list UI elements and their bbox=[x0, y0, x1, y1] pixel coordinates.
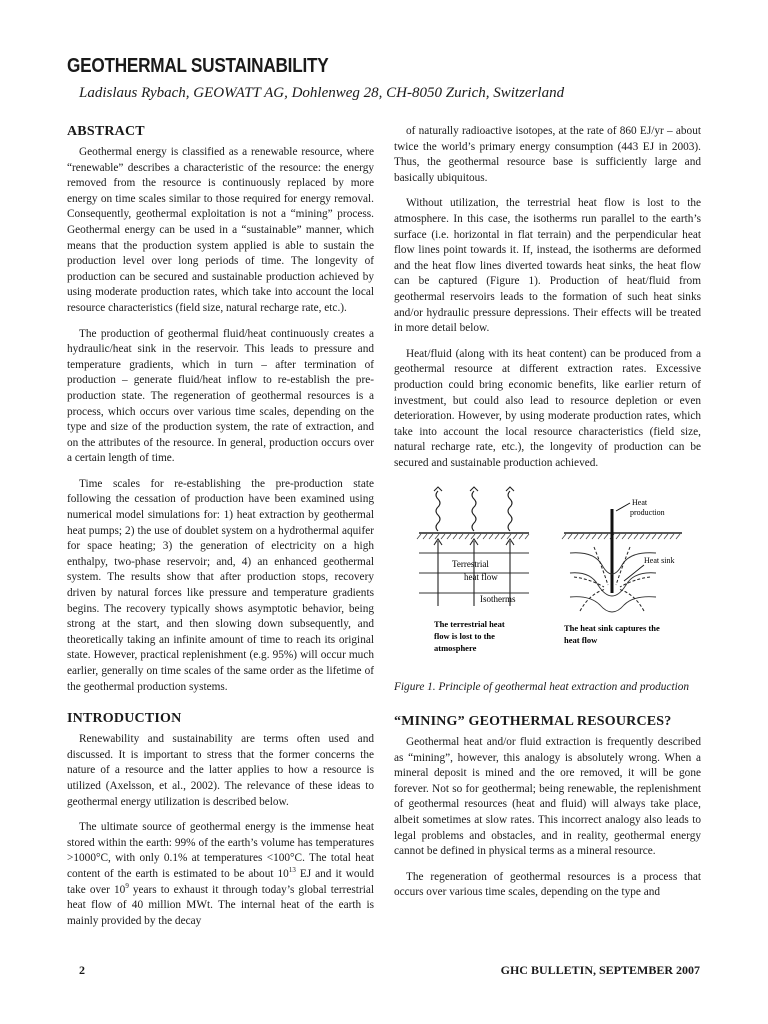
label-heat-flow: heat flow bbox=[464, 572, 498, 583]
left-caption-line-1: The terrestrial heat bbox=[434, 619, 505, 630]
continued-paragraph-1: of naturally radioactive isotopes, at the rate of 860 EJ/yr – about twice the world’s primary energy consumption (443 EJ in 2003). Thus, the geothermal resource base is sufficiently large and basically ubiquitous. bbox=[394, 125, 701, 184]
label-heat-sink: Heat sink bbox=[644, 556, 675, 566]
heat-extraction-diagram bbox=[394, 481, 699, 669]
left-heat-waves bbox=[434, 487, 514, 531]
label-production: production bbox=[630, 508, 665, 518]
introduction-heading: INTRODUCTION bbox=[67, 711, 182, 727]
continued-paragraph-2: Without utilization, the terrestrial heat flow is lost to the atmosphere. In this case, the isotherms run parallel to the earth’s surface (i.e. horizontal in flat terrain) and the perpendicular heat flow lines point towards it. If, instead, the isotherms are deformed and the heat flow lines diverted towards heat sinks, the heat flow can be captured (Figure 1). Production of heat/fluid from geothermal reservoirs leads to the formation of such heat sinks and/or hydraulic pressure depressions. Their effects will be treated in more detail below. bbox=[394, 197, 701, 335]
abstract-paragraph-3: Time scales for re-establishing the pre-production state following the cessation of production have been examined using numerical model simulations for: 1) heat extraction by geothermal heat pumps; 2) the use of doublet system on a hydrothermal aquifer for space heating; 3) the generation of electricity on a high enthalpy, two-phase reservoir; and, 4) an enhanced geothermal system. The results show that after production stops, recovery driven by natural forces like pressure and temperature gradients begins. The recovery typically shows asymptotic behavior, being strong at the start, and then slowing down subsequently, and theoretically taking an infinite amount of time to reach its original state. However, practical replenishment (e.g. 95%) will occur much earlier, generally on time scales of the same order as the lifetime of the geothermal production systems. bbox=[67, 477, 374, 693]
label-terrestrial: Terrestrial bbox=[452, 559, 489, 570]
mining-heading: “MINING” GEOTHERMAL RESOURCES? bbox=[394, 714, 672, 730]
abstract-heading: ABSTRACT bbox=[67, 124, 145, 139]
journal-footer: GHC BULLETIN, SEPTEMBER 2007 bbox=[500, 963, 700, 977]
left-caption-line-2: flow is lost to the bbox=[434, 631, 495, 642]
exponent-13: 13 bbox=[288, 866, 296, 875]
right-ground-surface bbox=[562, 533, 682, 539]
production-pointer bbox=[616, 503, 630, 511]
mining-paragraph-2: The regeneration of geothermal resources is a process that occurs over various time scales, depending on the type and bbox=[394, 870, 701, 899]
page-number: 2 bbox=[79, 963, 85, 977]
left-ground-surface bbox=[417, 533, 529, 539]
continued-paragraph-3: Heat/fluid (along with its heat content) can be produced from a geothermal resource at different extraction rates. Excessive production could bring economic benefits, like earlier return of investment, but could also lead to resource depletion or even deterioration. However, by using moderate production rates, which take into account the local resource characteristics (field size, natural recharge rate, etc.), the longevity of production can be secured and sustainable production achieved. bbox=[394, 347, 701, 469]
author-affiliation: Ladislaus Rybach, GEOWATT AG, Dohlenweg 28, CH-8050 Zurich, Switzerland bbox=[79, 85, 565, 101]
figure-caption: Figure 1. Principle of geothermal heat extraction and production bbox=[394, 681, 690, 694]
right-caption-line-2: heat flow bbox=[564, 635, 598, 646]
article-title: GEOTHERMAL SUSTAINABILITY bbox=[67, 55, 329, 77]
intro-text-a: The ultimate source of geothermal energy is the immense heat stored within the earth: 99% of the earth’s volume has temperatures >1000°C, with only 0.1% at temperatures <100°C. The total heat content of the earth is estimated to be about 10 bbox=[67, 821, 374, 880]
right-column bbox=[394, 124, 701, 911]
introduction-paragraph-2 bbox=[67, 820, 374, 929]
label-heat: Heat bbox=[632, 498, 648, 508]
figure-1 bbox=[394, 481, 701, 696]
intro-text-b: EJ and it would take over 10 bbox=[67, 867, 374, 896]
introduction-paragraph-1: Renewability and sustainability are terms often used and discussed. It is important to stress that the former concerns the nature of a resource and the latter applies to how a resource is utilized (Axelsson, et al., 2002). The relevance of these ideas to geothermal energy utilization is described below. bbox=[67, 733, 374, 808]
right-caption-line-1: The heat sink captures the bbox=[564, 623, 660, 634]
left-column bbox=[67, 124, 374, 939]
abstract-paragraph-1: Geothermal energy is classified as a renewable resource, where “renewable” describes a characteristic of the resource: the energy removed from the resource is continuously replaced by more energy on time scales similar to those required for energy removal. Consequently, geothermal exploitation is not a “mining” process. Geothermal energy can be used in a “sustainable” manner, which means that the production system applied is able to sustain the production level over long periods of time. The longevity of production can be secured and sustainable production achieved by using moderate production rates, which take into account the local resource characteristics (field size, natural recharge rate, etc.). bbox=[67, 146, 374, 314]
intro-text-c: years to exhaust it through today’s global terrestrial heat flow of 40 million MWt. The internal heat of the earth is mainly provided by the decay bbox=[67, 883, 374, 927]
heat-sink-pointer bbox=[624, 565, 644, 581]
left-caption-line-3: atmosphere bbox=[434, 643, 477, 654]
abstract-paragraph-2: The production of geothermal fluid/heat continuously creates a hydraulic/heat sink in the reservoir. This leads to pressure and temperature gradients, which in turn – after termination of production – generate fluid/heat inflow to re-establish the pre-production state. The regeneration of geothermal resources is a process, which occurs over various time scales, depending on the type and size of the production system, the rate of extraction, and on the attributes of the resource. In general, production occurs over a certain length of time. bbox=[67, 327, 374, 465]
exponent-9: 9 bbox=[125, 881, 129, 890]
mining-paragraph-1: Geothermal heat and/or fluid extraction is frequently described as “mining”, however, this analogy is absolutely wrong. When a mineral deposit is mined and the ore removed, it will be gone forever. Not so for geothermal; being renewable, the replenishment of geothermal resources (heat and fluid) will always take place, albeit sometimes at slow rates. This incorrect analogy also leads to legal problems and obstacles, and in reality, geothermal energy cannot be defined in physical terms as a mineral resource. bbox=[394, 736, 701, 858]
label-isotherms: Isotherms bbox=[480, 594, 516, 605]
